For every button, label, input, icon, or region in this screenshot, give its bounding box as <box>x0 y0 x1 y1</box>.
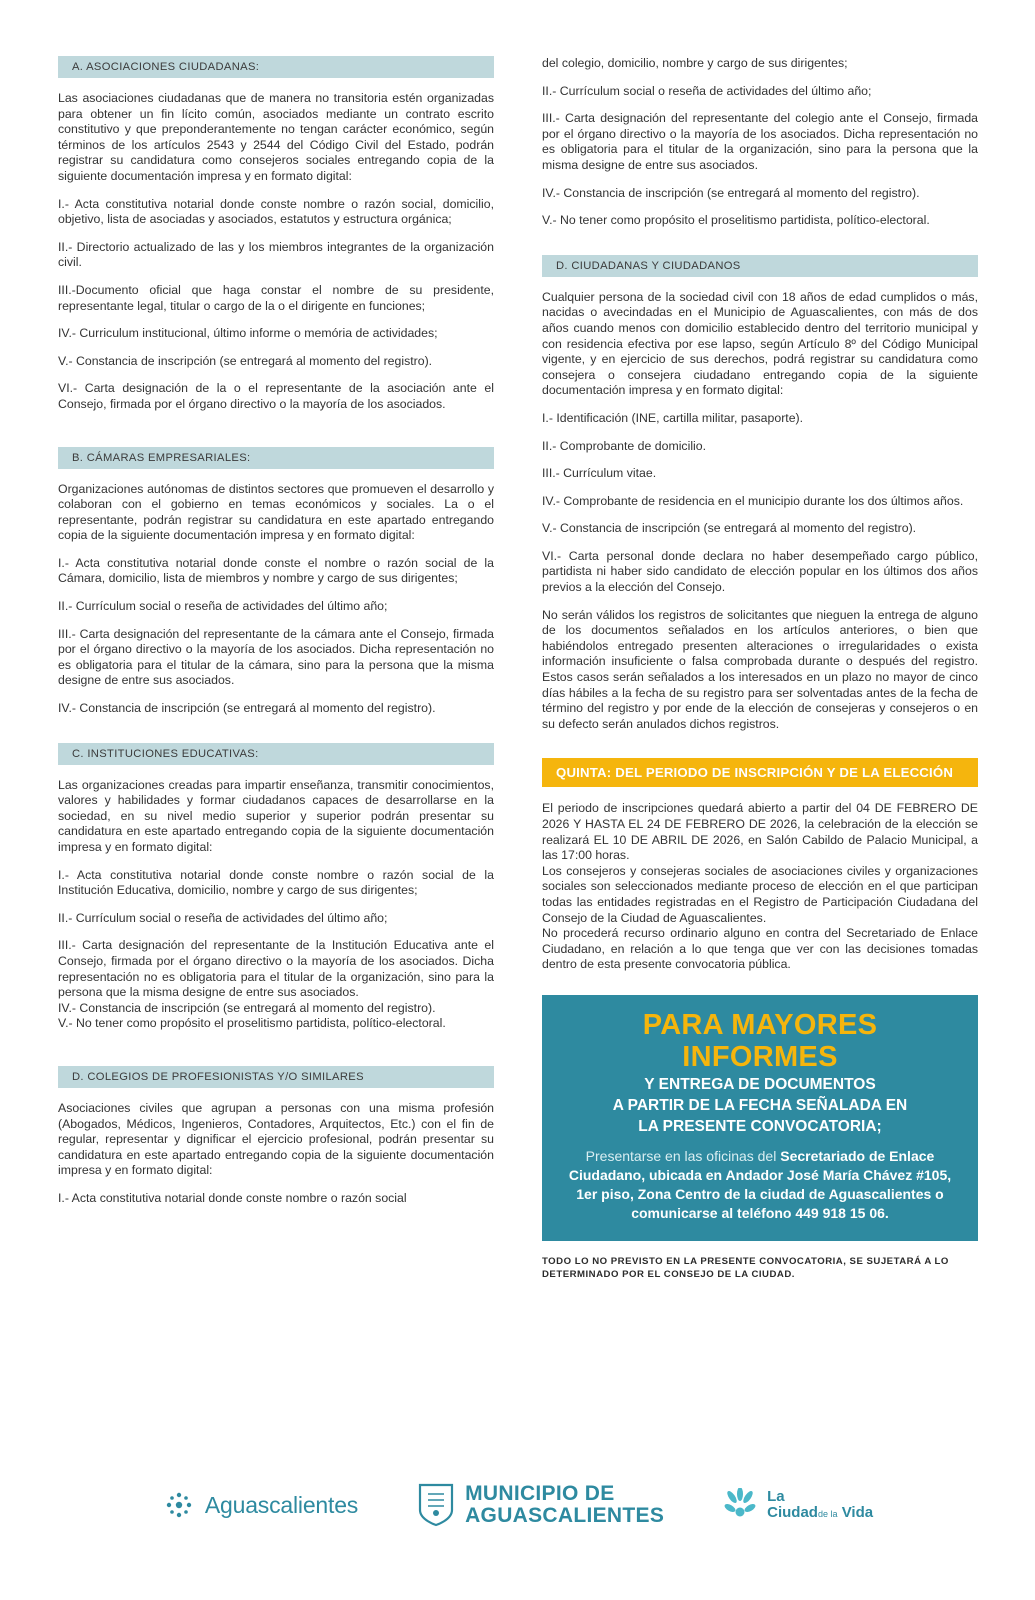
paragraph: No procederá recurso ordinario alguno en contra del Secretariado de Enlace Ciudadano, en relación a lo que tenga que ver con las decisiones tomadas dentro de esta presente convocatoria pública. <box>542 926 978 972</box>
paragraph: IV.- Comprobante de residencia en el municipio durante los dos últimos años. <box>542 493 964 508</box>
info-box-subtitle-line3: LA PRESENTE CONVOCATORIA; <box>638 1117 882 1135</box>
logo-municipio-label <box>465 1483 664 1527</box>
paragraph: Organizaciones autónomas de distintos sectores que promueven el desarrollo y colaboran con el gobierno en temas económicos y sociales. La o el representante, podrán registrar su candidatura en este apartado entregando copia de la siguiente documentación impresa y en formato digital: <box>58 481 494 543</box>
section-heading-camaras-empresariales: B. CÁMARAS EMPRESARIALES: <box>58 447 494 469</box>
paragraph: Cualquier persona de la sociedad civil con 18 años de edad cumplidos o más, nacidas o avecindadas en el Municipio de Aguascalientes, con más de dos años cuando menos con domicilio establecido dentro del territorio municipal y con residencia efectiva por ese lapso, según Artículo 8º del Código Municipal vigente, y en ejercicio de sus derechos, podrá registrar su candidatura como consejera o consejera ciudadano entregando copia de la siguiente documentación impresa y en formato digital: <box>542 289 978 398</box>
paragraph: II.- Directorio actualizado de las y los miembros integrantes de la organización civil. <box>58 239 494 270</box>
logo-ciudad-line1: La <box>767 1487 785 1505</box>
paragraph: IV.- Constancia de inscripción (se entregará al momento del registro). <box>58 701 436 716</box>
municipal-shield-icon <box>416 1482 456 1528</box>
paragraph: IV.- Constancia de inscripción (se entregará al momento del registro). <box>58 1000 436 1015</box>
spacer <box>58 729 494 743</box>
spacer <box>58 425 494 447</box>
paragraph: V.- Constancia de inscripción (se entregará al momento del registro). <box>542 521 917 536</box>
paragraph: El periodo de inscripciones quedará abierto a partir del 04 DE FEBRERO DE 2026 Y HASTA EL 24 DE FEBRERO DE 2026, la celebración de la elección se realizará EL 10 DE ABRIL DE 2026, en Salón Cabildo de Palacio Municipal, a las 17:00 horas. <box>542 801 978 863</box>
logo-aguascalientes <box>162 1488 358 1522</box>
logo-municipio-line1: MUNICIPIO DE <box>465 1482 615 1505</box>
logo-ciudad-label <box>767 1489 873 1522</box>
paragraph: II.- Currículum social o reseña de actividades del último año; <box>58 910 388 925</box>
info-box-body <box>564 1147 956 1223</box>
info-box-body-prefix: Presentarse en las oficinas del <box>585 1147 781 1164</box>
paragraph: Las asociaciones ciudadanas que de manera no transitoria estén organizadas para obtener un fin lícito común, asociados mediante un contrato escrito constitutivo y que preponderantemente no tengan carácter económico, según términos de los artículos 2543 y 2544 del Código Civil del Estado, podrán registrar su candidatura como consejeros sociales entregando copia de la siguiente documentación impresa y en formato digital: <box>58 91 494 183</box>
logo-ciudad-line3: Vida <box>841 1503 874 1521</box>
section-heading-colegios-profesionistas: D. COLEGIOS DE PROFESIONISTAS Y/O SIMILARES <box>58 1066 494 1088</box>
info-box-body-bold: Secretariado de Enlace Ciudadano, ubicada en Andador José María Chávez #105, 1er piso, Zona Centro de la ciudad de Aguascalientes o comunicarse al teléfono 449 918 15 06. <box>568 1147 952 1221</box>
footnote: TODO LO NO PREVISTO EN LA PRESENTE CONVOCATORIA, SE SUJETARÁ A LO DETERMINADO POR EL CONSEJO DE LA CIUDAD. <box>542 1255 949 1280</box>
paragraph: Asociaciones civiles que agrupan a personas con una misma profesión (Abogados, Médicos, Ingenieros, Contadores, Arquitectos, Etc.) con el fin de regular, representar y dignificar el ejercicio profesional, podrán presentar su candidatura en este apartado entregando copia de la siguiente documentación impresa y en formato digital: <box>58 1100 494 1178</box>
paragraph: III.- Carta designación del representante de la cámara ante el Consejo, firmada por el órgano directivo o la mayoría de los asociados. Dicha representación no es obligatoria para el titular de la cámara, sino para la persona que la misma designe de entre sus asociados. <box>58 626 494 688</box>
section-heading-instituciones-educativas: C. INSTITUCIONES EDUCATIVAS: <box>58 743 494 765</box>
leaf-cluster-icon <box>722 1488 758 1522</box>
spacer <box>542 241 978 255</box>
paragraph: Las organizaciones creadas para impartir enseñanza, transmitir conocimientos, valores y habilidades y formar ciudadanos capaces de desarrollarse en la sociedad, en su nivel medio superior y superior podrán presentar su candidatura en este apartado entregando copia de la siguiente documentación impresa y en formato digital: <box>58 777 494 854</box>
spacer <box>58 1044 494 1066</box>
section-heading-ciudadanas-ciudadanos: D. CIUDADANAS Y CIUDADANOS <box>542 255 978 277</box>
paragraph: III.- Carta designación del representante del colegio ante el Consejo, firmada por el órgano directivo o la mayoría de los asociados. Dicha representación no es obligatoria para el titular de la organización, sino para la persona que la misma designe de entre sus asociados. <box>542 111 978 172</box>
paragraph: I.- Acta constitutiva notarial donde conste nombre o razón social de la Institución Educativa, domicilio, nombre y cargo de sus dirigentes; <box>58 867 494 898</box>
paragraph: IV.- Curriculum institucional, último informe o memória de actividades; <box>58 326 438 341</box>
footer-logos <box>0 1460 1035 1550</box>
paragraph: III.- Carta designación del representante de la Institución Educativa ante el Consejo, firmada por el órgano directivo o la mayoría de los asociados. Dicha representación no es obligatoria para el titular de la organización, sino para la persona que la misma designe de entre sus asociados. <box>58 938 494 1000</box>
paragraph: III.- Currículum vitae. <box>542 466 657 481</box>
paragraph: III.-Documento oficial que haga constar el nombre de su presidente, representante legal, titular o cargo de la o el dirigente en funciones; <box>58 282 494 313</box>
paragraph: II.- Comprobante de domicilio. <box>542 438 707 453</box>
paragraph: II.- Currículum social o reseña de actividades del último año; <box>542 83 872 98</box>
two-column-layout <box>58 56 978 1281</box>
paragraph: I.- Acta constitutiva notarial donde conste el nombre o razón social de la Cámara, domicilio, lista de miembros y nombre y cargo de sus dirigentes; <box>58 555 494 586</box>
paragraph: I.- Identificación (INE, cartilla militar, pasaporte). <box>542 410 804 425</box>
info-box-subtitle-line1: Y ENTREGA DE DOCUMENTOS <box>644 1075 876 1093</box>
logo-municipio <box>416 1482 664 1528</box>
aguascalientes-emblem-icon <box>162 1488 196 1522</box>
paragraph: I.- Acta constitutiva notarial donde conste nombre o razón social <box>58 1190 407 1205</box>
right-column <box>542 56 978 1281</box>
paragraph: I.- Acta constitutiva notarial donde conste nombre o razón social, domicilio, objetivo, lista de asociadas y asociados, estatutos y estructura orgánica; <box>58 196 494 227</box>
info-box-title: PARA MAYORES INFORMES <box>642 1008 878 1073</box>
left-column <box>58 56 494 1281</box>
paragraph: II.- Currículum social o reseña de actividades del último año; <box>58 599 388 614</box>
section-heading-quinta: QUINTA: DEL PERIODO DE INSCRIPCIÓN Y DE LA ELECCIÓN <box>542 758 978 787</box>
logo-ciudad-line2: Ciudad <box>767 1503 818 1521</box>
paragraph: del colegio, domicilio, nombre y cargo de sus dirigentes; <box>542 56 848 70</box>
logo-ciudad-small: de la <box>817 1508 838 1519</box>
paragraph: IV.- Constancia de inscripción (se entregará al momento del registro). <box>542 185 920 200</box>
info-box-subtitle-line2: A PARTIR DE LA FECHA SEÑALADA EN <box>612 1096 908 1114</box>
paragraph: VI.- Carta designación de la o el representante de la asociación ante el Consejo, firmada por el órgano directivo o la mayoría de los asociados. <box>58 381 494 411</box>
info-box <box>542 995 978 1241</box>
paragraph: V.- Constancia de inscripción (se entregará al momento del registro). <box>58 353 433 368</box>
logo-municipio-line2: AGUASCALIENTES <box>465 1504 665 1527</box>
paragraph: V.- No tener como propósito el proselitismo partidista, político-electoral. <box>58 1016 446 1031</box>
paragraph: V.- No tener como propósito el proselitismo partidista, político-electoral. <box>542 213 930 228</box>
section-heading-asociaciones-ciudadanas: A. ASOCIACIONES CIUDADANAS: <box>58 56 494 78</box>
logo-aguascalientes-label: Aguascalientes <box>204 1491 359 1518</box>
paragraph: No serán válidos los registros de solicitantes que nieguen la entrega de alguno de los documentos señalados en los artículos anteriores, o bien que habiéndolos entregado presenten alteraciones o irregularidades o exista información insuficiente o falsa comprobada durante o después del registro. Estos casos serán señalados a los interesados en un plazo no mayor de cinco días hábiles a la fecha de su registro para ser solventadas antes de la fecha de término del registro y por ende de la elección de consejeras y consejeros o en su defecto serán anulados dichos registros. <box>542 607 978 731</box>
paragraph: Los consejeros y consejeras sociales de asociaciones civiles y organizaciones sociales son seleccionados mediante proceso de elección en el que participan todas las entidades registradas en el Registro de Participación Ciudadana del Consejo de la Ciudad de Aguascalientes. <box>542 863 978 925</box>
logo-ciudad-de-la-vida <box>722 1488 873 1522</box>
paragraph: VI.- Carta personal donde declara no haber desempeñado cargo público, partidista ni haber sido candidato de elección popular en los últimos dos años previos a la elección del Consejo. <box>542 548 978 595</box>
